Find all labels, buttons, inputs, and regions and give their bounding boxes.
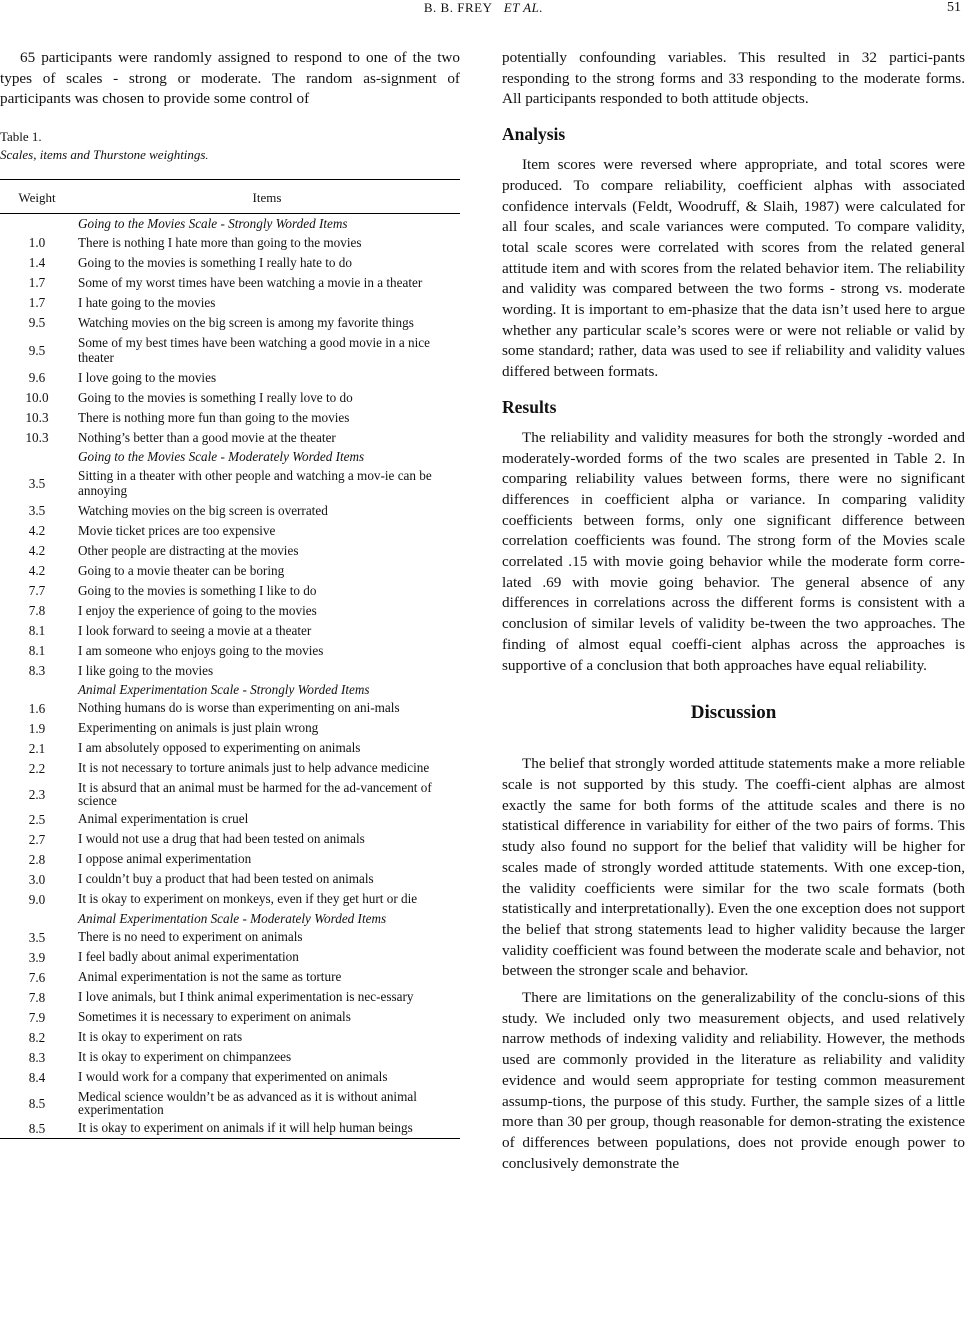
discussion-paragraph-1: The belief that strongly worded attitude statements make a more reliable scale is not supported by this study. The coeffi-cient alphas are almost exactly the same for both forms of the attitude scales and there is no statistical difference in variability for either of the two pairs of forms. This study also found no support for the belief that validity will be higher for scales made of strongly worded attitude statements. With one excep-tion, the validity coefficients were similar for the two scale formats (both statistically and interpretationally). Even the one exception does not support the belief that strong statements lead to higher validity because the larger validity coefficient was found between the moderate scale and behavior, not between the stronger scale and behavior. xyxy=(502,755,965,980)
item-weight: 1.7 xyxy=(28,295,46,311)
table-row xyxy=(0,987,460,1007)
table-row xyxy=(0,252,460,272)
section-title: Animal Experimentation Scale - Moderately Worded Items xyxy=(78,911,387,927)
item-weight: 9.5 xyxy=(28,342,46,358)
left-column xyxy=(0,48,460,1139)
section-title: Going to the Movies Scale - Moderately Worded Items xyxy=(78,449,365,465)
intro-paragraph: 65 participants were randomly assigned to respond to one of the two types of scales - strong or moderate. The random as-signment of participants was chosen to provide some control of xyxy=(0,49,460,108)
item-weight: 8.4 xyxy=(28,1070,46,1086)
item-text: Going to the movies is something I like to do xyxy=(78,583,317,599)
table-section-header xyxy=(0,680,460,698)
item-text: I look forward to seeing a movie at a theater xyxy=(78,623,312,639)
caption-part-c: . xyxy=(205,150,209,163)
analysis-heading: Analysis xyxy=(502,124,566,145)
items-table-body xyxy=(0,214,460,1139)
item-weight: 7.9 xyxy=(28,1010,46,1026)
item-weight: 7.6 xyxy=(28,970,46,986)
item-weight: 8.1 xyxy=(28,643,46,659)
running-etal: ET AL. xyxy=(503,0,544,15)
discussion-paragraph-2: There are limitations on the generalizability of the conclu-sions of this study. We included only two measurement objects, and used relatively narrow methods of indexing validity and reliability. However, the methods used are commonly provided in the literature as reliability and validity evidence and would seem appropriate for testing common measurement assump-tions, the purpose of this study. Further, the sample sizes of a little more than 30 per group, though reasonable for demon-strating the existence of differences between populations, does not provide enough power to conclusively demonstrate the xyxy=(502,989,965,1172)
running-title xyxy=(0,0,967,16)
item-text: There is no need to experiment on animals xyxy=(78,929,303,945)
item-weight: 1.6 xyxy=(28,701,46,717)
table-row xyxy=(0,1027,460,1047)
table-row xyxy=(0,465,460,500)
item-weight: 2.3 xyxy=(28,786,46,802)
caption-part-a: Scales xyxy=(0,147,34,163)
item-text: Watching movies on the big screen is among my favorite things xyxy=(78,315,414,331)
section-weight-spacer xyxy=(0,447,74,465)
item-text: Sitting in a theater with other people and watching a mov-ie can be annoying xyxy=(78,468,432,499)
table-row xyxy=(0,849,460,869)
section-title: Animal Experimentation Scale - Strongly Worded Items xyxy=(78,682,370,698)
item-weight: 4.2 xyxy=(28,563,46,579)
item-weight: 8.1 xyxy=(28,623,46,639)
item-text: Medical science wouldn’t be as advanced as it is without animal experimentation xyxy=(78,1089,417,1118)
col-header-items: Items xyxy=(74,180,460,214)
item-text: Other people are distracting at the movies xyxy=(78,543,299,559)
table-row xyxy=(0,1087,460,1118)
item-weight: 10.3 xyxy=(25,410,49,426)
table-row xyxy=(0,1067,460,1087)
section-weight-spacer xyxy=(0,680,74,698)
item-weight: 2.5 xyxy=(28,812,46,828)
discussion-heading: Discussion xyxy=(690,702,777,724)
item-text: I oppose animal experimentation xyxy=(78,851,252,867)
item-text: I am someone who enjoys going to the movies xyxy=(78,643,324,659)
item-text: I am absolutely opposed to experimenting on animals xyxy=(78,740,361,756)
item-text: Some of my worst times have been watching a movie in a theater xyxy=(78,275,423,291)
item-weight: 3.9 xyxy=(28,950,46,966)
item-weight: 4.2 xyxy=(28,523,46,539)
item-text: Animal experimentation is not the same as torture xyxy=(78,969,342,985)
item-weight: 2.2 xyxy=(28,761,46,777)
item-text: I would not use a drug that had been tested on animals xyxy=(78,831,365,847)
item-text: There is nothing more fun than going to the movies xyxy=(78,410,350,426)
item-text: Nothing humans do is worse than experimenting on ani-mals xyxy=(78,700,400,716)
table-row xyxy=(0,738,460,758)
item-text: Some of my best times have been watching a good movie in a nice theater xyxy=(78,335,430,366)
item-weight: 8.5 xyxy=(0,1118,74,1139)
table-section-header xyxy=(0,447,460,465)
item-weight: 3.5 xyxy=(28,475,46,491)
item-weight: 10.3 xyxy=(25,430,49,446)
table-row xyxy=(0,758,460,778)
table-row xyxy=(0,427,460,447)
item-text: There is nothing I hate more than going to the movies xyxy=(78,235,362,251)
running-author: B. B. FREY xyxy=(423,0,493,15)
item-weight: 7.8 xyxy=(28,603,46,619)
table-row xyxy=(0,640,460,660)
table-row xyxy=(0,407,460,427)
item-weight: 3.5 xyxy=(28,503,46,519)
table-section-header xyxy=(0,909,460,927)
table-label: Table 1. xyxy=(0,129,42,145)
item-text: Nothing’s better than a good movie at the theater xyxy=(78,430,336,446)
table-row xyxy=(0,967,460,987)
table-row xyxy=(0,560,460,580)
table-section-header xyxy=(0,214,460,233)
item-text: I like going to the movies xyxy=(78,663,214,679)
section-weight-spacer xyxy=(0,909,74,927)
section-title: Going to the Movies Scale - Strongly Worded Items xyxy=(78,216,348,232)
right-column xyxy=(502,48,965,1174)
results-paragraph: The reliability and validity measures for both the strongly -worded and moderately-worded forms of the two scales are presented in Table 2. In comparing reliability values between forms, there were no significant differences in coefficient alpha or variance. In comparing validity coefficients between forms, only one significant difference between correlation coefficients was found. The strong form of the Movies scale correlated .15 with movie going behavior while the moderate form corre-lated .69 with movie going behavior. The general absence of any differences in correlations across the different forms is consistent with a conclusion of similar levels of validity be-tween the two approaches. The finding of almost equal coeffi-cient alphas across the approaches is supportive of a conclusion that both approaches have equal reliability. xyxy=(502,428,965,674)
item-text: I love animals, but I think animal experimentation is nec-essary xyxy=(78,989,414,1005)
table-row xyxy=(0,500,460,520)
table-row xyxy=(0,829,460,849)
item-text: Sometimes it is necessary to experiment on animals xyxy=(78,1009,351,1025)
item-text: It is not necessary to torture animals just to help advance medicine xyxy=(78,760,430,776)
table-row xyxy=(0,292,460,312)
item-text: Going to the movies is something I really hate to do xyxy=(78,255,352,271)
item-weight: 7.8 xyxy=(28,990,46,1006)
table-row xyxy=(0,889,460,909)
item-weight: 1.0 xyxy=(28,235,46,251)
page-number: 51 xyxy=(947,0,961,15)
table-row xyxy=(0,1007,460,1027)
item-weight: 2.1 xyxy=(28,741,46,757)
continuation-paragraph: potentially confounding variables. This resulted in 32 partici-pants responding to the strong forms and 33 responding to the moderate forms. All participants responded to both attitude objects. xyxy=(502,49,965,108)
item-weight: 8.2 xyxy=(28,1030,46,1046)
results-heading: Results xyxy=(502,396,557,417)
item-weight: 9.6 xyxy=(28,370,46,386)
item-text: I hate going to the movies xyxy=(78,295,216,311)
item-text: Going to a movie theater can be boring xyxy=(78,563,285,579)
analysis-paragraph: Item scores were reversed where appropriate, and total scores were produced. To compare reliability, coefficient alphas with associated confidence intervals (Feldt, Woodruff, & Slaih, 1987) were calculated for all four scales, and scale variances were computed. To compare validity, total scale scores were correlated with scores from the related general attitude item and with scores from the related behavior item. The reliability and validity was compared between the two forms - strong vs. moderate wording. It is important to em-phasize that the data isn’t used here to argue whether any particular scale’s scores were or were not reliable or valid by some standard; rather, data was used to see if reliability and validity values differed between formats. xyxy=(502,156,965,381)
item-text: It is okay to experiment on monkeys, even if they get hurt or die xyxy=(78,891,418,907)
table-row xyxy=(0,580,460,600)
col-header-weight: Weight xyxy=(0,180,74,214)
item-weight: 8.3 xyxy=(28,1050,46,1066)
item-text: Experimenting on animals is just plain wrong xyxy=(78,720,319,736)
item-weight: 7.7 xyxy=(28,583,46,599)
table-row xyxy=(0,232,460,252)
table-row xyxy=(0,540,460,560)
item-text: Going to the movies is something I really love to do xyxy=(78,390,353,406)
item-text: Animal experimentation is cruel xyxy=(78,811,249,827)
table-row xyxy=(0,600,460,620)
table-row xyxy=(0,332,460,367)
item-text: Movie ticket prices are too expensive xyxy=(78,523,276,539)
running-header xyxy=(0,0,967,22)
item-text: I would work for a company that experimented on animals xyxy=(78,1069,388,1085)
item-text: Watching movies on the big screen is overrated xyxy=(78,503,328,519)
item-weight: 1.7 xyxy=(28,275,46,291)
table-row xyxy=(0,947,460,967)
item-text: I love going to the movies xyxy=(78,370,217,386)
item-weight: 9.5 xyxy=(28,315,46,331)
item-text: It is okay to experiment on chimpanzees xyxy=(78,1049,292,1065)
item-weight: 4.2 xyxy=(28,543,46,559)
item-text: It is okay to experiment on rats xyxy=(78,1029,243,1045)
caption-part-b: , items and Thurstone weightings xyxy=(33,147,206,163)
table-row xyxy=(0,367,460,387)
table-row xyxy=(0,312,460,332)
section-weight-spacer xyxy=(0,214,74,233)
table-row xyxy=(0,869,460,889)
item-text: I feel badly about animal experimentation xyxy=(78,949,299,965)
table-row xyxy=(0,718,460,738)
item-text: It is okay to experiment on animals if it will help human beings xyxy=(74,1118,460,1139)
table-row xyxy=(0,520,460,540)
table-row xyxy=(0,387,460,407)
item-text: I couldn’t buy a product that had been tested on animals xyxy=(78,871,374,887)
items-table xyxy=(0,179,460,1139)
item-weight: 9.0 xyxy=(28,892,46,908)
item-weight: 3.0 xyxy=(28,872,46,888)
table-row xyxy=(0,927,460,947)
table-caption xyxy=(0,128,460,165)
table-row xyxy=(0,778,460,809)
item-text: I enjoy the experience of going to the movies xyxy=(78,603,317,619)
item-text: It is absurd that an animal must be harmed for the ad-vancement of science xyxy=(78,780,432,809)
item-weight: 1.4 xyxy=(28,255,46,271)
item-weight: 10.0 xyxy=(25,390,49,406)
table-row xyxy=(0,698,460,718)
table-subtitle xyxy=(0,146,460,165)
item-weight: 2.7 xyxy=(28,832,46,848)
item-weight: 2.8 xyxy=(28,852,46,868)
table-row xyxy=(0,660,460,680)
item-weight: 8.5 xyxy=(28,1095,46,1111)
table-row xyxy=(0,620,460,640)
table-row xyxy=(0,1118,460,1139)
table-row xyxy=(0,809,460,829)
item-weight: 1.9 xyxy=(28,721,46,737)
item-weight: 8.3 xyxy=(28,663,46,679)
table-row xyxy=(0,1047,460,1067)
table-row xyxy=(0,272,460,292)
item-weight: 3.5 xyxy=(28,930,46,946)
